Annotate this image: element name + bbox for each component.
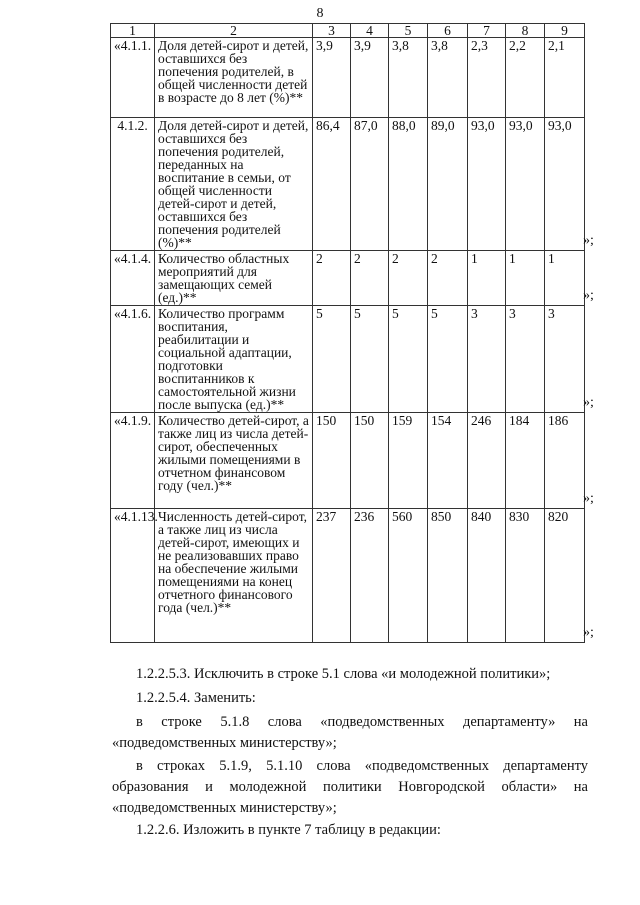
row-value: 236 xyxy=(351,509,389,643)
row-closing-quote: »; xyxy=(583,395,594,410)
row-value: 88,0 xyxy=(389,118,428,251)
row-description: Доля детей-сирот и детей, оставшихся без попечения родителей, в общей численности детей в возрасте до 8 лет (%)** xyxy=(155,38,313,118)
row-value: 159 xyxy=(389,413,428,509)
header-cell: 3 xyxy=(313,24,351,38)
row-value: 237 xyxy=(313,509,351,643)
row-value: 2 xyxy=(389,251,428,306)
row-value: 2 xyxy=(428,251,468,306)
row-description: Количество программ воспитания, реабилитации и социальной адаптации, подготовки воспитанников к самостоятельной жизни после выпуска (ед.)** xyxy=(155,306,313,413)
row-value: 560 xyxy=(389,509,428,643)
row-value: 150 xyxy=(351,413,389,509)
row-value: 1 xyxy=(468,251,506,306)
row-value: 3 xyxy=(468,306,506,413)
row-value: 5 xyxy=(428,306,468,413)
indicators-table xyxy=(110,23,585,643)
page-number: 8 xyxy=(316,6,324,21)
row-value: 1 xyxy=(506,251,545,306)
row-description: Численность детей-сирот, а также лиц из числа детей-сирот, имеющих и не реализовавших право на обеспечение жилыми помещениями на конец отчетного финансового года (чел.)** xyxy=(155,509,313,643)
row-value: 87,0 xyxy=(351,118,389,251)
row-value: 246 xyxy=(468,413,506,509)
row-value: 840 xyxy=(468,509,506,643)
row-value: 93,0 xyxy=(545,118,585,251)
row-value: 3,9 xyxy=(351,38,389,118)
paragraph-section-7: 1.2.2.6. Изложить в пункте 7 таблицу в редакции: xyxy=(136,822,441,838)
table-row xyxy=(111,509,585,643)
header-cell: 1 xyxy=(111,24,155,38)
paragraph-replace: 1.2.2.5.4. Заменить: xyxy=(136,690,256,706)
row-value: 2 xyxy=(351,251,389,306)
paragraph-rows-5-1-9-10: в строках 5.1.9, 5.1.10 слова «подведомственных департаменту образования и молодежной политики Новгородской области» на «подведомственных министерству»; xyxy=(112,758,588,816)
row-value: 154 xyxy=(428,413,468,509)
table-row xyxy=(111,118,585,251)
row-closing-quote: »; xyxy=(583,288,594,303)
row-value: 3,9 xyxy=(313,38,351,118)
row-value: 150 xyxy=(313,413,351,509)
row-value: 5 xyxy=(389,306,428,413)
row-value: 850 xyxy=(428,509,468,643)
row-value: 2,3 xyxy=(468,38,506,118)
row-value: 820 xyxy=(545,509,585,643)
row-closing-quote: »; xyxy=(583,625,594,640)
row-code: «4.1.6. xyxy=(111,306,155,413)
row-closing-quote: »; xyxy=(583,491,594,506)
row-value: 2,2 xyxy=(506,38,545,118)
row-value: 5 xyxy=(351,306,389,413)
row-code: «4.1.9. xyxy=(111,413,155,509)
header-cell: 5 xyxy=(389,24,428,38)
header-cell: 4 xyxy=(351,24,389,38)
row-value: 1 xyxy=(545,251,585,306)
row-description: Количество областных мероприятий для замещающих семей (ед.)** xyxy=(155,251,313,306)
row-value: 830 xyxy=(506,509,545,643)
row-value: 2 xyxy=(313,251,351,306)
row-closing-quote: »; xyxy=(583,233,594,248)
header-cell: 2 xyxy=(155,24,313,38)
row-value: 184 xyxy=(506,413,545,509)
row-description: Доля детей-сирот и детей, оставшихся без попечения родителей, переданных на воспитание в семьи, от общей численности детей-сирот и детей, оставшихся без попечения родителей (%)** xyxy=(155,118,313,251)
table-row xyxy=(111,38,585,118)
row-value: 89,0 xyxy=(428,118,468,251)
row-value: 3 xyxy=(506,306,545,413)
paragraph-exclude: 1.2.2.5.3. Исключить в строке 5.1 слова «и молодежной политики»; xyxy=(136,666,551,682)
row-code: «4.1.13. xyxy=(111,509,155,643)
paragraph-row-5-1-8: в строке 5.1.8 слова «подведомственных департаменту» на «подведомственных министерству»; xyxy=(112,714,588,751)
header-cell: 8 xyxy=(506,24,545,38)
row-value: 86,4 xyxy=(313,118,351,251)
row-code: 4.1.2. xyxy=(111,118,155,251)
row-code: «4.1.4. xyxy=(111,251,155,306)
row-value: 2,1 xyxy=(545,38,585,118)
row-value: 3,8 xyxy=(389,38,428,118)
row-value: 3,8 xyxy=(428,38,468,118)
row-value: 186 xyxy=(545,413,585,509)
row-value: 93,0 xyxy=(468,118,506,251)
table-row xyxy=(111,251,585,306)
header-cell: 6 xyxy=(428,24,468,38)
row-value: 3 xyxy=(545,306,585,413)
table-header-row xyxy=(111,24,585,38)
row-description: Количество детей-сирот, а также лиц из числа детей-сирот, обеспеченных жилыми помещениями в отчетном финансовом году (чел.)** xyxy=(155,413,313,509)
table-row xyxy=(111,306,585,413)
row-value: 93,0 xyxy=(506,118,545,251)
header-cell: 7 xyxy=(468,24,506,38)
table-row xyxy=(111,413,585,509)
row-code: «4.1.1. xyxy=(111,38,155,118)
header-cell: 9 xyxy=(545,24,585,38)
row-value: 5 xyxy=(313,306,351,413)
